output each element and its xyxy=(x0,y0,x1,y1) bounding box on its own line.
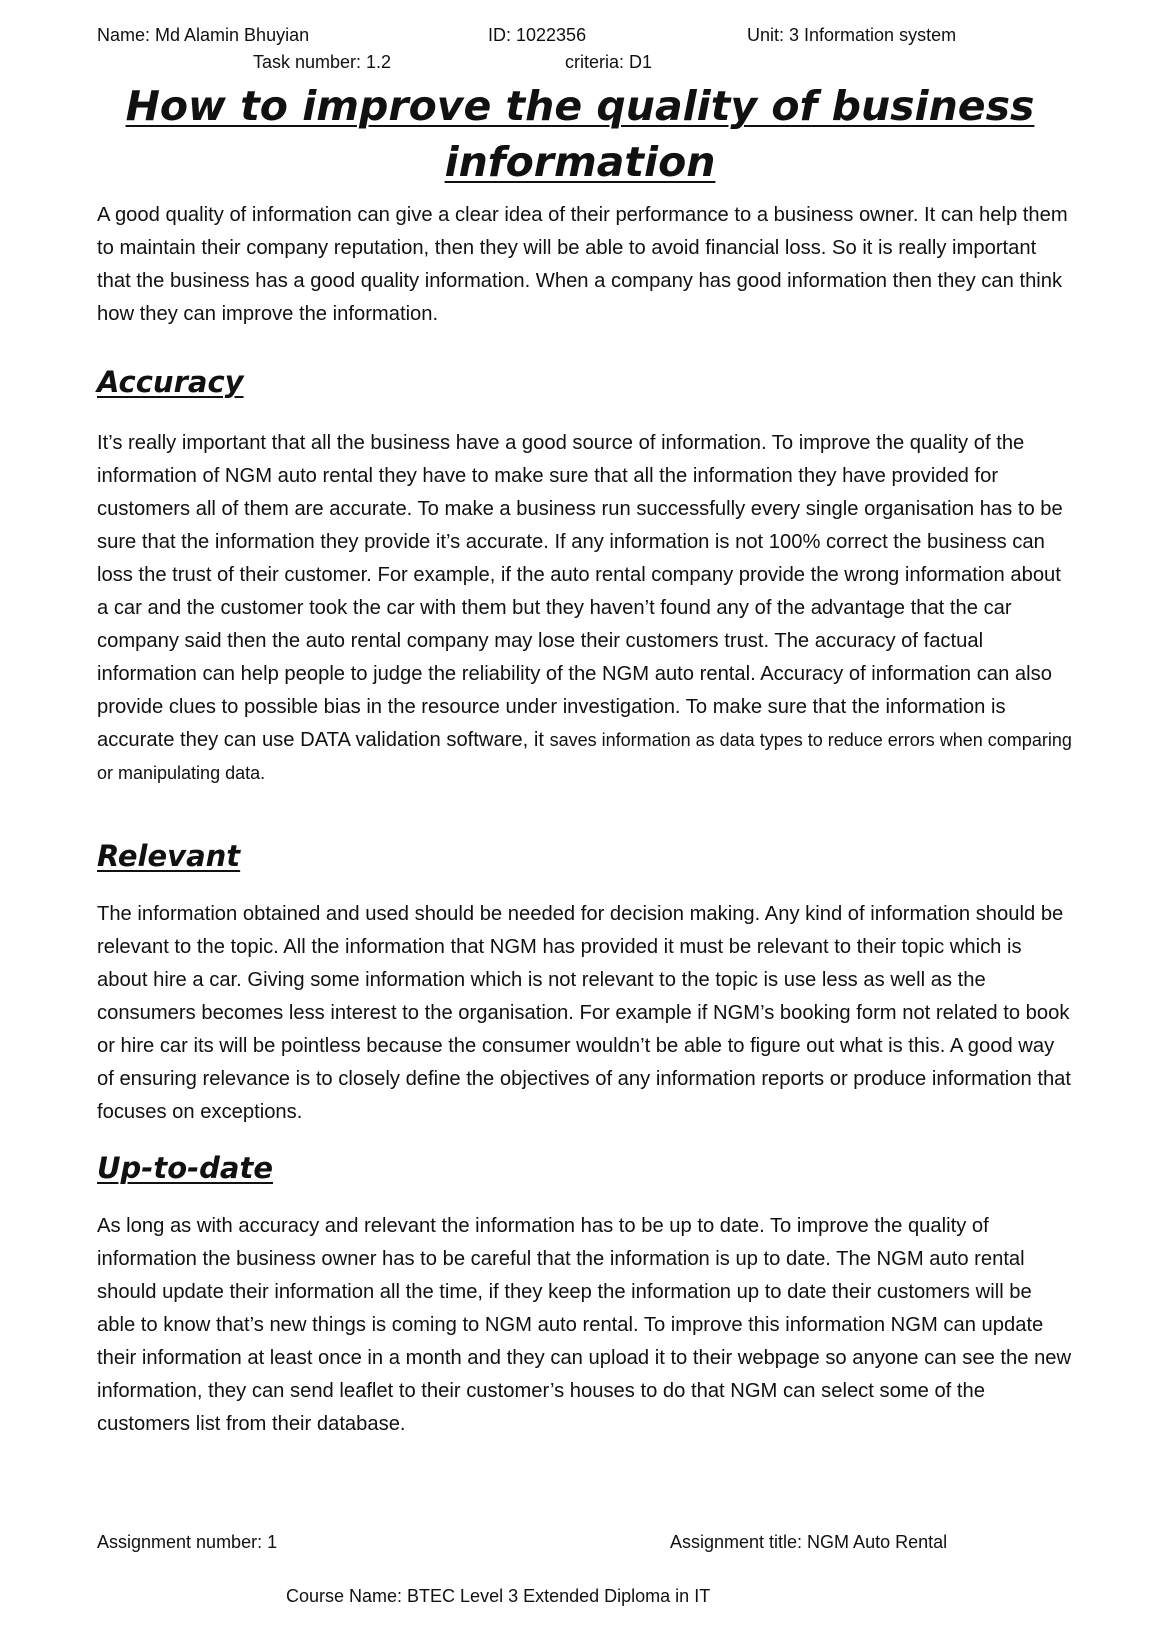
section-body-up-to-date: As long as with accuracy and relevant the information has to be up to date. To improve the quality of information the business owner has to be careful that the information is up to date. The NGM auto rental should update their information all the time, if they keep the information up to date their customers will be able to know that’s new things is coming to NGM auto rental. To improve this information NGM can update their information at least once in a month and they can upload it to their webpage so anyone can see the new information, they can send leaflet to their customer’s houses to do that NGM can select some of the customers list from their database. xyxy=(97,1215,1072,1435)
section-body-accuracy xyxy=(97,427,1072,790)
header-task-number: Task number: 1.2 xyxy=(253,52,392,72)
header-id: ID: 1022356 xyxy=(488,25,587,45)
footer-course-name: Course Name: BTEC Level 3 Extended Diploma in IT xyxy=(286,1586,711,1606)
header-criteria: criteria: D1 xyxy=(565,52,653,72)
section-heading-up-to-date: Up-to-date xyxy=(97,1151,274,1185)
header-unit: Unit: 3 Information system xyxy=(747,25,957,45)
section-heading-accuracy: Accuracy xyxy=(97,365,244,399)
section-body-relevant: The information obtained and used should be needed for decision making. Any kind of information should be relevant to the topic. All the information that NGM has provided it must be relevant to their topic which is about hire a car. Giving some information which is not relevant to the topic is use less as well as the consumers becomes less interest to the organisation. For example if NGM’s booking form not related to book or hire car its will be pointless because the consumer wouldn’t be able to figure out what is this. A good way of ensuring relevance is to closely define the objectives of any information reports or produce information that focuses on exceptions. xyxy=(97,903,1072,1123)
intro-paragraph: A good quality of information can give a clear idea of their performance to a business owner. It can help them to maintain their company reputation, then they will be able to avoid financial loss. So it is really important that the business has a good quality information. When a company has good information then they can think how they can improve the information. xyxy=(97,204,1068,325)
accuracy-body-small-text: saves information as data types to reduce errors when comparing or manipulating data. xyxy=(97,730,1072,783)
footer-assignment-number: Assignment number: 1 xyxy=(97,1532,278,1552)
accuracy-body-text: It’s really important that all the business have a good source of information. To improve the quality of the information of NGM auto rental they have to make sure that all the information they have provided for customers all of them are accurate. To make a business run successfully every single organisation has to be sure that the information they provide it’s accurate. If any information is not 100% correct the business can loss the trust of their customer. For example, if the auto rental company provide the wrong information about a car and the customer took the car with them but they haven’t found any of the advantage that the car company said then the auto rental company may lose their customers trust. The accuracy of factual information can help people to judge the reliability of the NGM auto rental. Accuracy of information can also provide clues to possible bias in the resource under investigation. To make sure that the information is accurate they can use DATA validation software, it xyxy=(97,432,1063,751)
section-heading-relevant: Relevant xyxy=(97,839,241,873)
page-title: How to improve the quality of business information xyxy=(125,82,1035,186)
header-name: Name: Md Alamin Bhuyian xyxy=(97,25,310,45)
footer-assignment-title: Assignment title: NGM Auto Rental xyxy=(670,1532,948,1552)
